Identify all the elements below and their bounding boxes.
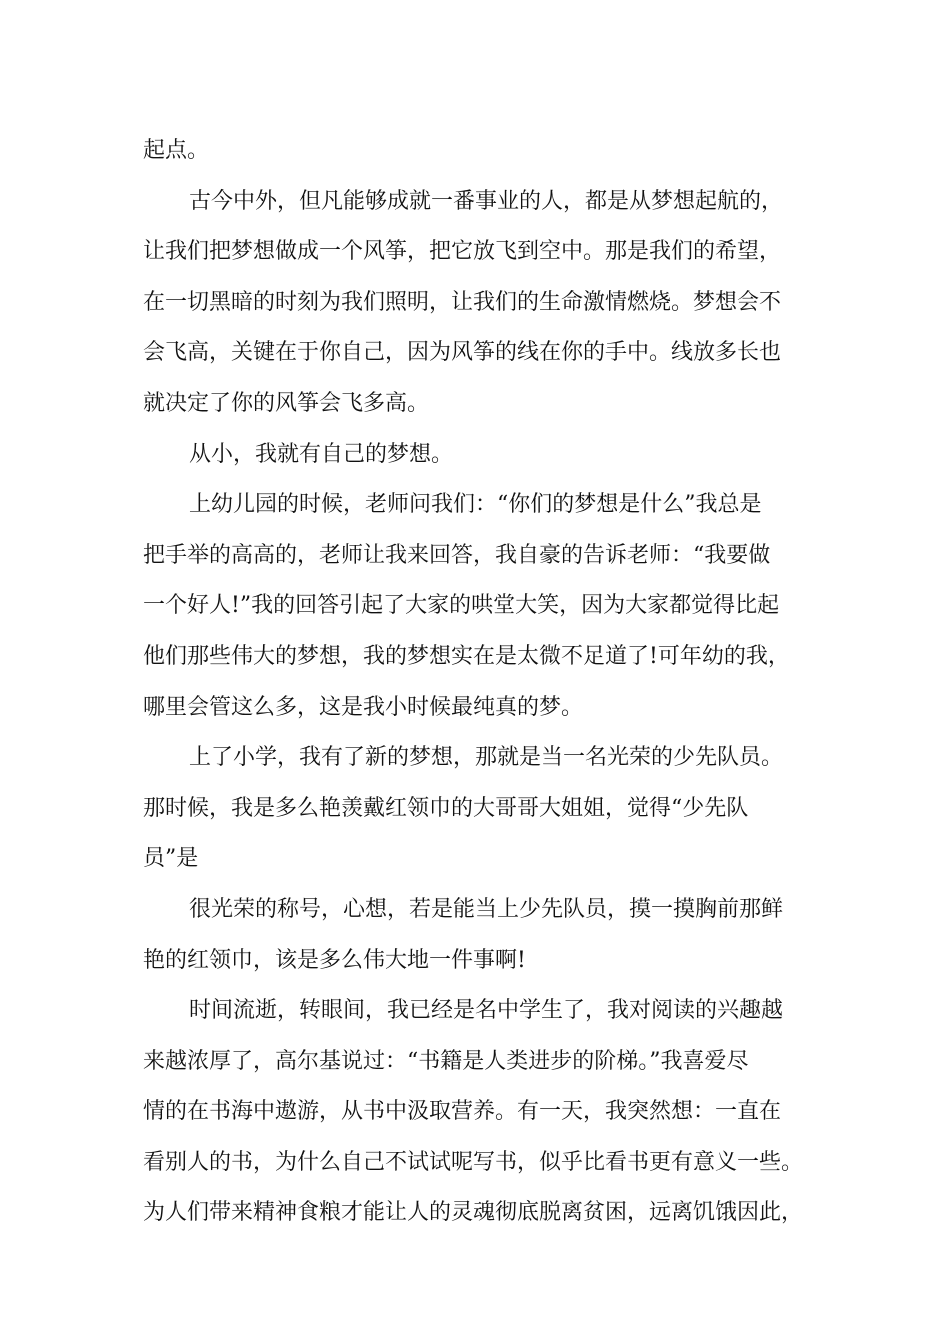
text-line: 看别人的书，为什么自己不试试呢写书，似乎比看书更有意义一些。 [143,1149,804,1175]
text-line: 艳的红领巾，该是多么伟大地一件事啊! [143,947,526,973]
text-line: 时间流逝，转眼间，我已经是名中学生了，我对阅读的兴趣越 [189,998,784,1024]
text-line: 他们那些伟大的梦想，我的梦想实在是太微不足道了!可年幼的我， [143,643,790,669]
text-line: 那时候，我是多么艳羡戴红领巾的大哥哥大姐姐，觉得“少先队 [143,795,749,821]
text-line: 员”是 [143,846,199,872]
text-line: 古今中外，但凡能够成就一番事业的人，都是从梦想起航的， [189,188,784,214]
text-line: 情的在书海中遨游，从书中汲取营养。有一天，我突然想：一直在 [143,1099,782,1125]
text-line: 起点。 [143,138,210,163]
text-line: 为人们带来精神食粮才能让人的灵魂彻底脱离贫困，远离饥饿因此， [143,1200,804,1226]
text-line: 把手举的高高的，老师让我来回答，我自豪的告诉老师：“我要做 [143,542,771,568]
text-line: 从小，我就有自己的梦想。 [189,441,454,467]
text-line: 在一切黑暗的时刻为我们照明，让我们的生命激情燃烧。梦想会不 [143,289,782,315]
text-line: 就决定了你的风筝会飞多高。 [143,390,430,416]
body-text [143,133,823,1246]
text-line: 一个好人!”我的回答引起了大家的哄堂大笑，因为大家都觉得比起 [143,593,780,619]
text-line: 上幼儿园的时候，老师问我们：“你们的梦想是什么”我总是 [189,492,762,518]
text-line: 上了小学，我有了新的梦想，那就是当一名光荣的少先队员。 [189,745,784,771]
text-line: 哪里会管这么多，这是我小时候最纯真的梦。 [143,694,584,720]
text-line: 会飞高，关键在于你自己，因为风筝的线在你的手中。线放多长也 [143,340,782,366]
text-line: 来越浓厚了，高尔基说过：“书籍是人类进步的阶梯。”我喜爱尽 [143,1048,749,1074]
text-line: 让我们把梦想做成一个风筝，把它放飞到空中。那是我们的希望， [143,239,782,265]
text-line: 很光荣的称号，心想，若是能当上少先队员，摸一摸胸前那鲜 [189,896,784,922]
